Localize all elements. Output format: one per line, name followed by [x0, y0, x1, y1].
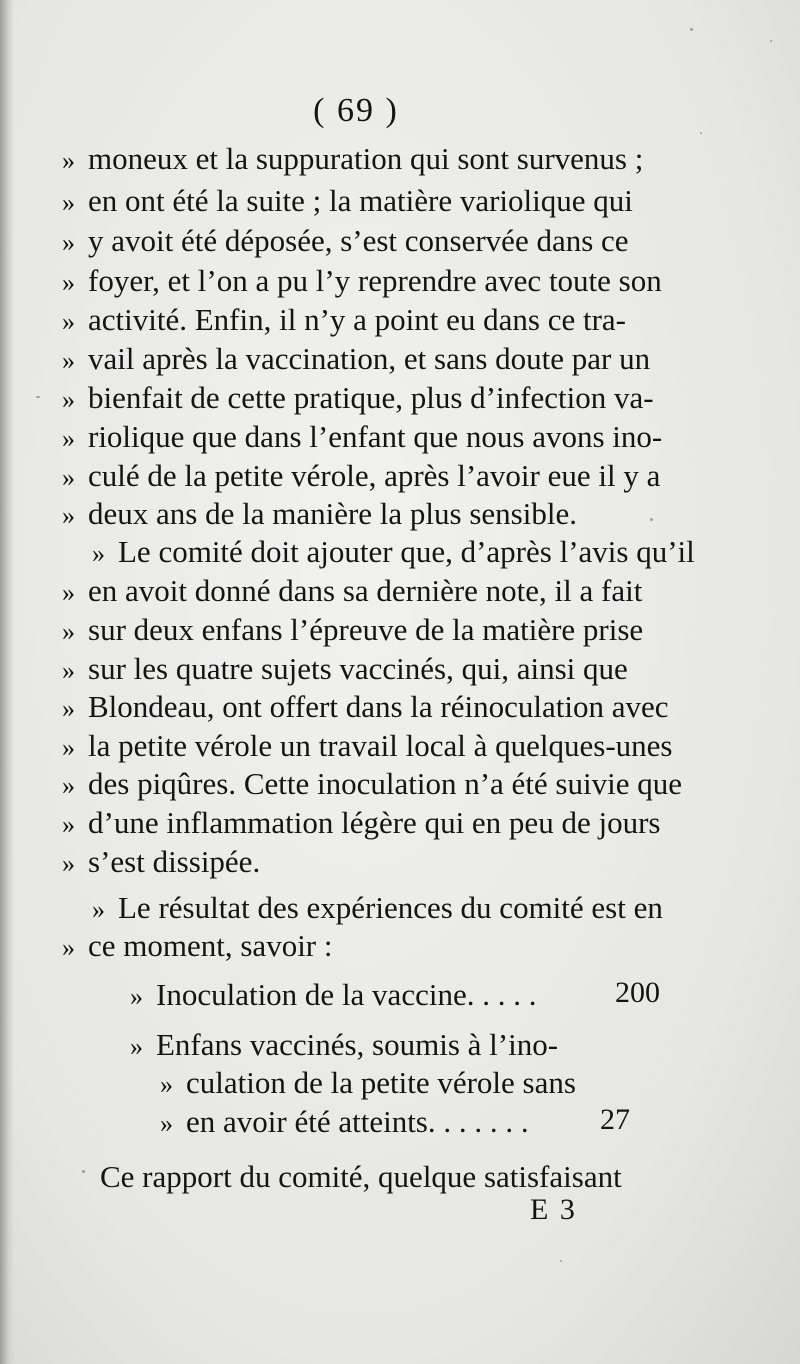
- line-text: activité. Enfin, il n’y a point eu dans ce tra-: [88, 302, 627, 337]
- text-line: [62, 140, 643, 180]
- guillemet: »: [62, 424, 75, 453]
- result-row-not-infected: [160, 1103, 529, 1143]
- line-text: Blondeau, ont offert dans la réinoculation avec: [88, 689, 669, 724]
- line-text: la petite vérole un travail local à quelques-unes: [88, 728, 673, 763]
- guillemet: »: [62, 656, 75, 685]
- guillemet: »: [62, 933, 75, 962]
- page-binding-edge: [0, 0, 14, 1364]
- text-line: [62, 650, 628, 690]
- text-line: [62, 611, 643, 651]
- scan-speck: [36, 396, 40, 398]
- line-text: d’une inflammation légère qui en peu de jours: [88, 805, 661, 840]
- guillemet: »: [62, 849, 75, 878]
- guillemet: »: [62, 733, 75, 762]
- result-row-vaccinated: [130, 1026, 558, 1066]
- line-text: vail après la vaccination, et sans doute par un: [88, 341, 651, 376]
- line-text: riolique que dans l’enfant que nous avons ino-: [88, 419, 663, 454]
- guillemet: »: [160, 1070, 173, 1099]
- text-line: [62, 727, 672, 767]
- scan-speck: [770, 40, 772, 42]
- guillemet: »: [62, 617, 75, 646]
- scan-speck: [82, 1170, 85, 1173]
- result-label: Inoculation de la vaccine. . . . .: [156, 977, 537, 1012]
- text-line: [62, 262, 662, 302]
- guillemet: »: [62, 307, 75, 336]
- guillemet: »: [62, 501, 75, 530]
- result-value-inoculation: 200: [615, 976, 660, 1009]
- scan-speck: [560, 1260, 562, 1262]
- text-line: [62, 765, 682, 805]
- text-line: [62, 927, 333, 967]
- catchword-signature: E 3: [530, 1193, 577, 1226]
- line-text: sur les quatre sujets vaccinés, qui, ainsi que: [88, 651, 628, 686]
- result-label: Enfans vaccinés, soumis à l’ino-: [156, 1027, 559, 1062]
- result-value-not-infected: 27: [600, 1103, 630, 1136]
- result-row-inoculation: [130, 976, 536, 1016]
- guillemet: »: [62, 228, 75, 257]
- text-line: [62, 688, 668, 728]
- result-label: culation de la petite vérole sans: [186, 1065, 576, 1100]
- guillemet: »: [62, 268, 75, 297]
- guillemet: »: [62, 463, 75, 492]
- text-line: [62, 222, 629, 262]
- guillemet: »: [92, 895, 105, 924]
- guillemet: »: [62, 694, 75, 723]
- paragraph-start-line: [92, 533, 695, 573]
- text-line: [62, 843, 260, 883]
- line-text: y avoit été déposée, s’est conservée dans ce: [88, 223, 629, 258]
- guillemet: »: [160, 1109, 173, 1138]
- text-line: [62, 182, 633, 222]
- scan-speck: [690, 28, 693, 31]
- line-text: Le comité doit ajouter que, d’après l’avis qu’il: [118, 534, 695, 569]
- line-text: foyer, et l’on a pu l’y reprendre avec toute son: [88, 263, 662, 298]
- line-text: Le résultat des expériences du comité est en: [118, 890, 663, 925]
- text-line: [62, 340, 650, 380]
- guillemet: »: [62, 188, 75, 217]
- guillemet: »: [130, 1032, 143, 1061]
- line-text: s’est dissipée.: [88, 844, 261, 879]
- scan-speck: [650, 518, 653, 521]
- line-text: en ont été la suite ; la matière variolique qui: [88, 183, 633, 218]
- text-line: [62, 418, 662, 458]
- text-line: [62, 301, 626, 341]
- guillemet: »: [62, 771, 75, 800]
- guillemet: »: [62, 578, 75, 607]
- guillemet: »: [92, 539, 105, 568]
- result-row-continuation: [160, 1064, 576, 1104]
- guillemet: »: [130, 982, 143, 1011]
- result-label: en avoir été atteints. . . . . . .: [186, 1104, 529, 1139]
- closing-line: Ce rapport du comité, quelque satisfaisant: [100, 1159, 622, 1194]
- line-text: en avoit donné dans sa dernière note, il a fait: [88, 573, 643, 608]
- guillemet: »: [62, 385, 75, 414]
- scan-speck: [700, 132, 702, 134]
- line-text: bienfait de cette pratique, plus d’infection va-: [88, 380, 654, 415]
- guillemet: »: [62, 346, 75, 375]
- guillemet: »: [62, 146, 75, 175]
- text-line: [62, 379, 654, 419]
- line-text: sur deux enfans l’épreuve de la matière prise: [88, 612, 644, 647]
- line-text: moneux et la suppuration qui sont survenus ;: [88, 141, 644, 176]
- text-line: [62, 804, 660, 844]
- guillemet: »: [62, 810, 75, 839]
- text-line: [62, 572, 642, 612]
- line-text: des piqûres. Cette inoculation n’a été suivie que: [88, 766, 682, 801]
- line-text: deux ans de la manière la plus sensible.: [88, 496, 577, 531]
- line-text: culé de la petite vérole, après l’avoir eue il y a: [88, 458, 661, 493]
- text-line: [62, 457, 660, 497]
- line-text: ce moment, savoir :: [88, 928, 333, 963]
- paragraph-start-line: [92, 889, 663, 929]
- text-line: [62, 495, 577, 535]
- page-number: ( 69 ): [313, 92, 399, 129]
